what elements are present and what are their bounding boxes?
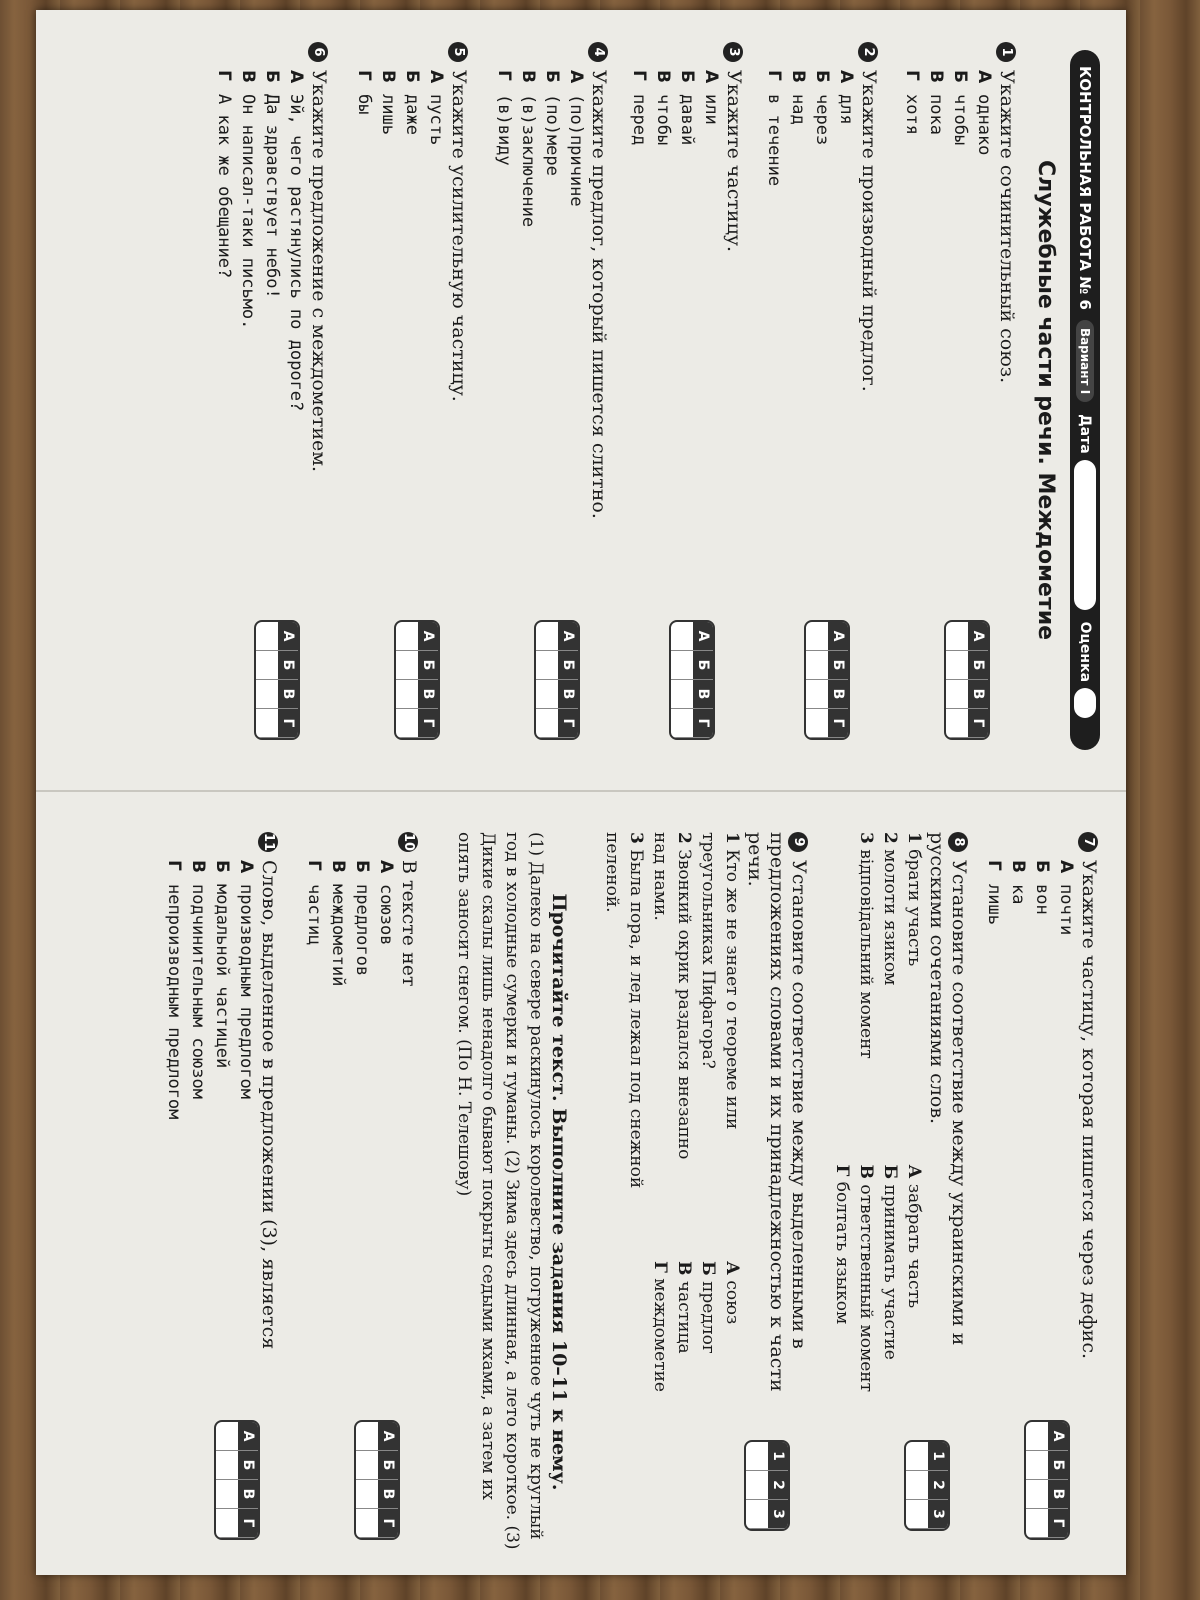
date-label: Дата xyxy=(1077,414,1093,454)
match-right-item: Г междометие xyxy=(650,1261,670,1392)
option[interactable]: Внад xyxy=(788,70,808,125)
grade-field[interactable] xyxy=(1074,688,1096,718)
reading-text: (1) Далеко на севере раскинулось королевство, погруженное чуть не круглый год в холодные сумерки и туманы. (2) Зима здесь длинная, а лето короткое. (3) Дикие скалы лишь ненадолго бывают покрыты седыми мхами, а затем их опять заносит снегом. (По Н. Телешову) xyxy=(454,832,546,1550)
option[interactable]: Апроизводным предлогом xyxy=(236,860,256,1099)
match-right-item: Б принимать участие xyxy=(880,1164,900,1360)
question-number: 9 xyxy=(788,832,808,852)
option[interactable]: Впока xyxy=(926,70,946,135)
match-left-item: 3 Была пора, и лед лежал под снежной пеленой. xyxy=(602,832,646,1189)
question-text: Укажите производный предлог. xyxy=(858,70,880,392)
question-number: 10 xyxy=(398,832,418,852)
question-number: 7 xyxy=(1078,832,1098,852)
option[interactable]: БДа здравствует небо! xyxy=(262,70,282,299)
question-number: 3 xyxy=(723,42,743,62)
answer-grid-1[interactable]: А Б В Г xyxy=(944,620,990,740)
work-title: КОНТРОЛЬНАЯ РАБОТА № 6 xyxy=(1076,66,1094,310)
answer-grid-7[interactable]: А Б В Г xyxy=(1024,1420,1070,1540)
option[interactable]: Глишь xyxy=(984,860,1004,925)
match-right-item: В ответственный момент xyxy=(856,1164,876,1392)
question-number: 11 xyxy=(258,832,278,852)
worksheet-content xyxy=(30,30,1100,1570)
question-text: Укажите предложение с междометием. xyxy=(308,70,330,473)
option[interactable]: Вка xyxy=(1008,860,1028,905)
question-text: В тексте нет xyxy=(398,860,420,987)
match-right-item: А забрать часть xyxy=(904,1164,924,1309)
question-text: Укажите усилительную частицу. xyxy=(448,70,470,402)
answer-grid-10[interactable]: А Б В Г xyxy=(354,1420,400,1540)
left-page xyxy=(30,30,1100,765)
answer-grid-9[interactable]: 1 2 3 xyxy=(744,1440,790,1531)
question-number: 6 xyxy=(308,42,328,62)
page-title: Служебные части речи. Междометие xyxy=(1033,160,1058,641)
option[interactable]: АЭй, чего растянулись по дороге? xyxy=(286,70,306,412)
option[interactable]: В(в)заключение xyxy=(518,70,538,228)
option[interactable]: Б(по)мере xyxy=(542,70,562,176)
question-text: Укажите предлог, который пишется слитно. xyxy=(588,70,610,519)
match-left-item: 3 відповідальний момент xyxy=(856,832,876,1059)
question-number: 4 xyxy=(588,42,608,62)
match-left-item: 2 молоти язиком xyxy=(880,832,900,986)
option[interactable]: Асоюзов xyxy=(376,860,396,946)
option[interactable]: Вмеждометий xyxy=(328,860,348,987)
question-text: Укажите сочинительный союз. xyxy=(996,70,1018,384)
option[interactable]: Вподчинительным союзом xyxy=(188,860,208,1099)
option[interactable]: Бчтобы xyxy=(950,70,970,146)
question-text: Укажите частицу, которая пишется через дефис. xyxy=(1078,860,1100,1360)
question-text: Укажите частицу. xyxy=(723,70,745,253)
option[interactable]: ВОн написал-таки письмо. xyxy=(238,70,258,330)
option[interactable]: Гв течение xyxy=(764,70,784,187)
match-right-item: Б предлог xyxy=(698,1261,718,1354)
option[interactable]: Бдавай xyxy=(677,70,697,146)
match-right-item: А союз xyxy=(722,1261,742,1325)
date-field[interactable] xyxy=(1074,460,1096,610)
option[interactable]: Бмодальной частицей xyxy=(212,860,232,1069)
right-page xyxy=(30,820,1100,1555)
option[interactable]: Апочти xyxy=(1056,860,1076,936)
option[interactable]: Аили xyxy=(701,70,721,125)
option[interactable]: Гбы xyxy=(354,70,374,115)
match-left-item: 2 Звонкий окрик раздался внезапно над нами. xyxy=(650,832,694,1160)
matching-columns xyxy=(830,832,926,1392)
question-number: 2 xyxy=(858,42,878,62)
answer-grid-8[interactable]: 1 2 3 xyxy=(904,1440,950,1531)
option[interactable]: Аоднако xyxy=(974,70,994,156)
answer-grid-11[interactable]: А Б В Г xyxy=(214,1420,260,1540)
answer-grid-2[interactable]: А Б В Г xyxy=(804,620,850,740)
grade-label: Оценка xyxy=(1077,621,1093,683)
option[interactable]: Гчастиц xyxy=(304,860,324,946)
option[interactable]: Вчтобы xyxy=(653,70,673,146)
reading-heading: Прочитайте текст. Выполните задания 10–11 к нему. xyxy=(548,893,570,1491)
question-text: Слово, выделенное в предложении (3), является xyxy=(258,860,280,1350)
option[interactable]: Апусть xyxy=(426,70,446,146)
question-number: 8 xyxy=(948,832,968,852)
option[interactable]: Гнепроизводным предлогом xyxy=(164,860,184,1120)
question-text: Установите соответствие между украинскими и русскими сочетаниями слов. xyxy=(926,832,970,1346)
answer-grid-5[interactable]: А Б В Г xyxy=(394,620,440,740)
match-right-item: Г болтать языком xyxy=(832,1164,852,1325)
question-text: Установите соответствие между выделенными в предложениях словами и их принадлежностью к части речи. xyxy=(744,832,810,1392)
option[interactable]: Гперед xyxy=(629,70,649,146)
option[interactable]: А(по)причине xyxy=(566,70,586,207)
answer-grid-4[interactable]: А Б В Г xyxy=(534,620,580,740)
question-number: 5 xyxy=(448,42,468,62)
matching-columns xyxy=(600,832,744,1392)
answer-grid-3[interactable]: А Б В Г xyxy=(669,620,715,740)
option[interactable]: Бпредлогов xyxy=(352,860,372,977)
option[interactable]: Г(в)виду xyxy=(494,70,514,166)
option[interactable]: Бдаже xyxy=(402,70,422,135)
match-left-item: 1 Кто же не знает о теореме или треугольниках Пифагора? xyxy=(698,832,742,1130)
answer-grid-6[interactable]: А Б В Г xyxy=(254,620,300,740)
header-bar xyxy=(1070,50,1100,750)
variant-badge: Вариант I xyxy=(1076,320,1094,402)
option[interactable]: ГА как же обещание? xyxy=(214,70,234,279)
option[interactable]: Бчерез xyxy=(812,70,832,146)
question-8 xyxy=(830,832,970,1392)
question-9 xyxy=(600,832,810,1392)
option[interactable]: Влишь xyxy=(378,70,398,135)
match-right-item: В частица xyxy=(674,1261,694,1354)
match-left-item: 1 брати участь xyxy=(904,832,924,967)
option[interactable]: Бвон xyxy=(1032,860,1052,915)
reading-passage xyxy=(452,832,570,1552)
option[interactable]: Адля xyxy=(836,70,856,125)
option[interactable]: Гхотя xyxy=(902,70,922,135)
question-number: 1 xyxy=(996,42,1016,62)
